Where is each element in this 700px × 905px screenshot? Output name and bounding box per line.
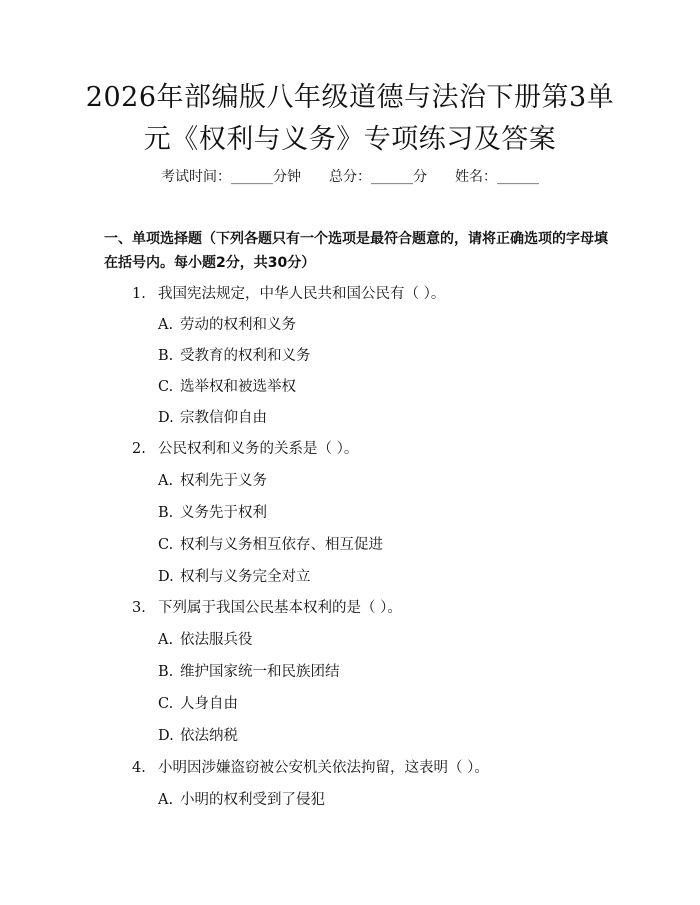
option-letter: B.: [158, 664, 174, 680]
question-text: 下列属于我国公民基本权利的是（ ）。: [158, 600, 402, 616]
option-letter: A.: [158, 632, 174, 648]
question-number: 1.: [132, 286, 146, 302]
option-text: 义务先于权利: [180, 505, 267, 521]
question-3: [132, 598, 402, 618]
question-3-option-a: [158, 630, 253, 650]
question-2-option-c: [158, 535, 383, 555]
exam-info-line: [0, 167, 700, 187]
option-text: 依法纳税: [180, 728, 238, 744]
student-name-field: 姓名：______: [455, 169, 539, 185]
question-text: 我国宪法规定，中华人民共和国公民有（ ）。: [158, 286, 446, 302]
question-1-option-b: [158, 346, 311, 366]
question-2: [132, 439, 358, 459]
option-text: 权利与义务完全对立: [180, 569, 311, 585]
option-letter: C.: [158, 696, 174, 712]
question-3-option-c: [158, 694, 238, 714]
question-4-option-a: [158, 790, 325, 810]
option-text: 劳动的权利和义务: [180, 317, 296, 333]
question-3-option-b: [158, 662, 340, 682]
option-text: 小明的权利受到了侵犯: [180, 792, 325, 808]
question-number: 4.: [132, 760, 146, 776]
option-letter: D.: [158, 728, 174, 744]
exam-time-field: 考试时间：______分钟: [161, 169, 301, 185]
question-text: 小明因涉嫌盗窃被公安机关依法拘留，这表明（ ）。: [158, 760, 489, 776]
total-score-field: 总分：______分: [329, 169, 427, 185]
document-title-line-2: 元《权利与义务》专项练习及答案: [143, 124, 557, 155]
question-1-option-c: [158, 377, 296, 397]
option-letter: D.: [158, 410, 174, 426]
option-text: 宗教信仰自由: [180, 410, 267, 426]
option-letter: C.: [158, 537, 174, 553]
question-2-option-a: [158, 471, 267, 491]
option-text: 权利与义务相互依存、相互促进: [180, 537, 383, 553]
question-4: [132, 758, 489, 778]
option-text: 人身自由: [180, 696, 238, 712]
document-title-line-1: 2026年部编版八年级道德与法治下册第3单: [85, 82, 615, 113]
question-text: 公民权利和义务的关系是（ ）。: [158, 441, 359, 457]
option-letter: B.: [158, 348, 174, 364]
section-heading: 一、单项选择题（下列各题只有一个选项是最符合题意的，请将正确选项的字母填在括号内。每小题2分，共30分）: [104, 231, 608, 271]
option-text: 受教育的权利和义务: [180, 348, 311, 364]
option-letter: A.: [158, 792, 174, 808]
question-3-option-d: [158, 726, 238, 746]
question-2-option-d: [158, 567, 311, 587]
question-number: 2.: [132, 441, 146, 457]
question-number: 3.: [132, 600, 146, 616]
option-text: 依法服兵役: [180, 632, 253, 648]
option-letter: C.: [158, 379, 174, 395]
option-letter: A.: [158, 317, 174, 333]
question-1: [132, 284, 445, 304]
option-text: 选举权和被选举权: [180, 379, 296, 395]
option-letter: B.: [158, 505, 174, 521]
option-text: 权利先于义务: [180, 473, 267, 489]
option-text: 维护国家统一和民族团结: [180, 664, 340, 680]
question-1-option-d: [158, 408, 267, 428]
question-2-option-b: [158, 503, 267, 523]
option-letter: D.: [158, 569, 174, 585]
question-1-option-a: [158, 315, 296, 335]
option-letter: A.: [158, 473, 174, 489]
